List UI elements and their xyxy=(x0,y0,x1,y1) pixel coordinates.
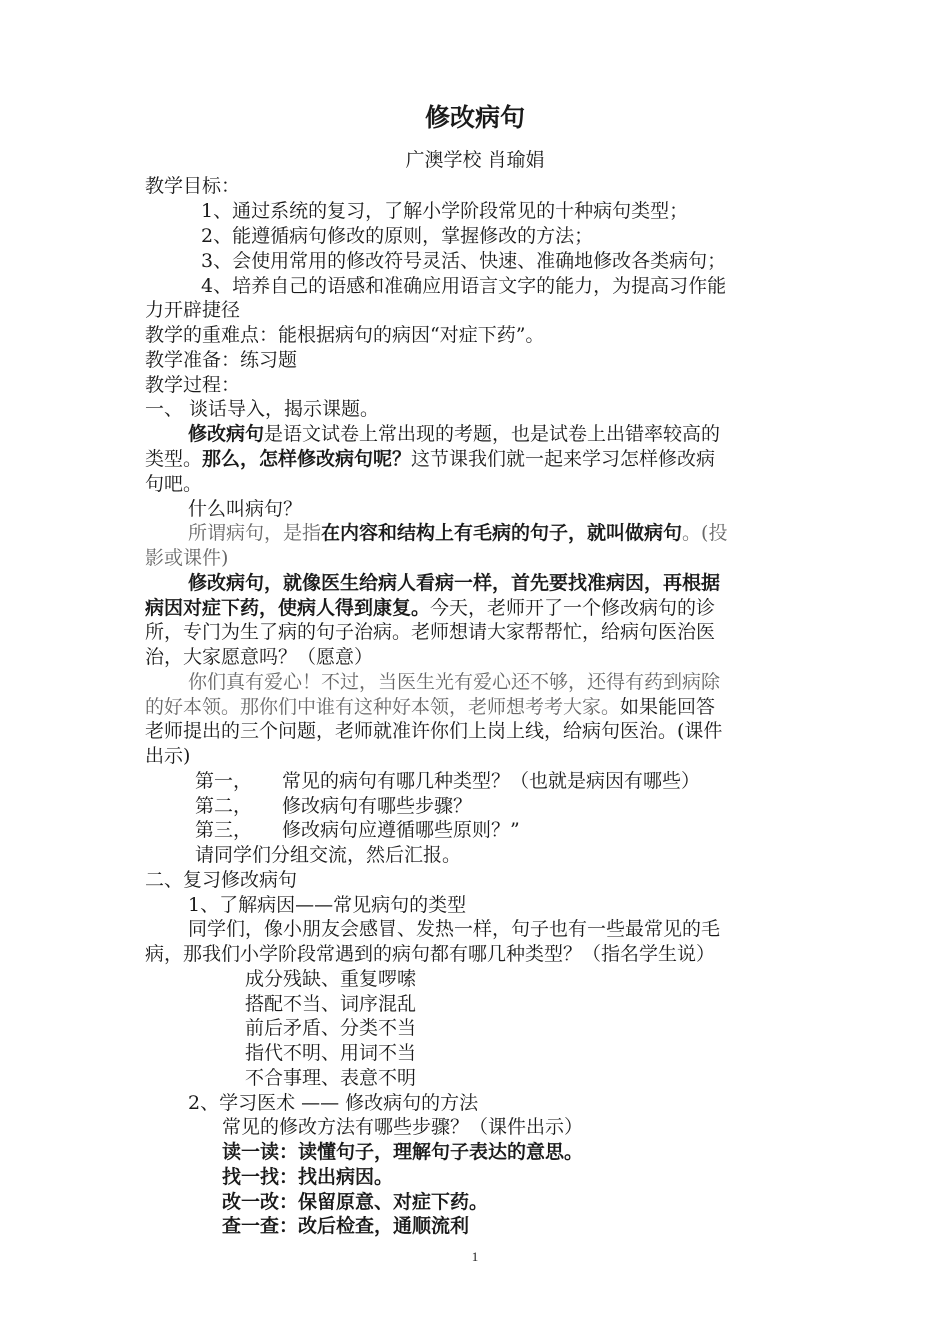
bold-text: 修改病句 xyxy=(188,423,265,445)
text: 是语文试卷上常出现的考题，也是试卷上出错率较高的 xyxy=(264,423,721,445)
type-item: 不合事理、表意不明 xyxy=(245,1067,417,1089)
process-heading: 教学过程： xyxy=(145,374,241,396)
preparation: 教学准备：练习题 xyxy=(145,349,298,371)
goal-item: 2、能遵循病句修改的原则，掌握修改的方法； xyxy=(201,225,594,247)
paragraph-line xyxy=(145,596,810,620)
bold-text: 那么，怎样修改病句呢？ xyxy=(202,448,412,470)
paragraph-line: 老师提出的三个问题，老师就准许你们上岗上线，给病句医治。(课件 xyxy=(145,720,723,742)
text: 类型。 xyxy=(145,448,203,470)
type-item: 指代不明、用词不当 xyxy=(245,1042,417,1064)
paragraph-line xyxy=(145,695,810,719)
question-number: 第三， xyxy=(195,819,253,841)
paragraph-line: 影或课件) xyxy=(145,547,229,569)
paragraph-line: 出示) xyxy=(145,745,191,767)
gray-text: 所谓病句，是指 xyxy=(188,522,322,544)
key-point: 教学的重难点：能根据病句的病因“对症下药”。 xyxy=(145,324,545,346)
goals-heading: 教学目标： xyxy=(145,175,241,197)
step-item: 查一查：改后检查，通顺流利 xyxy=(222,1215,470,1237)
goal-item: 4、培养自己的语感和准确应用语言文字的能力，为提高习作能 xyxy=(201,275,727,297)
question-item xyxy=(195,818,860,842)
question-line: 什么叫病句？ xyxy=(188,498,303,520)
question-number: 第一， xyxy=(195,770,253,792)
gray-text: 的好本领。那你们中谁有这种好本领，老师想考考大家。 xyxy=(145,696,621,718)
question-text: 常见的病句有哪几种类型？（也就是病因有哪些） xyxy=(282,770,701,792)
paragraph-line: 同学们，像小朋友会感冒、发热一样，句子也有一些最常见的毛 xyxy=(188,918,721,940)
paragraph-line: 句吧。 xyxy=(145,473,203,495)
paragraph-line xyxy=(145,447,810,471)
paragraph-line: 治，大家愿意吗？（愿意） xyxy=(145,646,374,668)
type-item: 前后矛盾、分类不当 xyxy=(245,1017,417,1039)
type-item: 成分残缺、重复啰嗦 xyxy=(245,968,417,990)
step-item: 改一改：保留原意、对症下药。 xyxy=(222,1191,489,1213)
goal-item: 1、通过系统的复习，了解小学阶段常见的十种病句类型； xyxy=(201,200,689,222)
bold-text: 病因对症下药，使病人得到康复。 xyxy=(145,597,431,619)
question-text: 修改病句应遵循哪些原则？” xyxy=(282,819,520,841)
type-item: 搭配不当、词序混乱 xyxy=(245,993,417,1015)
goal-item-continued: 力开辟捷径 xyxy=(145,299,241,321)
steps-question: 常见的修改方法有哪些步骤？（课件出示） xyxy=(222,1116,584,1138)
section-heading-2: 二、复习修改病句 xyxy=(145,869,298,891)
paragraph-line xyxy=(188,422,853,446)
gray-text: 。(投 xyxy=(682,522,728,544)
paragraph-line xyxy=(188,521,853,545)
paragraph-line: 病，那我们小学阶段常遇到的病句都有哪几种类型？（指名学生说） xyxy=(145,943,716,965)
page-number: 1 xyxy=(471,1249,479,1264)
question-item xyxy=(195,794,860,818)
paragraph-line: 你们真有爱心！不过，当医生光有爱心还不够，还得有药到病除 xyxy=(188,671,721,693)
text: 今天，老师开了一个修改病句的诊 xyxy=(430,597,716,619)
author-line: 广澳学校 肖瑜娟 xyxy=(405,149,545,171)
document-title: 修改病句 xyxy=(424,103,525,132)
bold-text: 在内容和结构上有毛病的句子，就叫做病句 xyxy=(321,522,683,544)
paragraph-line: 修改病句，就像医生给病人看病一样，首先要找准病因，再根据 xyxy=(188,572,721,594)
instruction-line: 请同学们分组交流，然后汇报。 xyxy=(195,844,462,866)
text: 如果能回答 xyxy=(620,696,716,718)
step-item: 读一读：读懂句子，理解句子表达的意思。 xyxy=(222,1141,584,1163)
goal-item: 3、会使用常用的修改符号灵活、快速、准确地修改各类病句； xyxy=(201,250,727,272)
question-text: 修改病句有哪些步骤？ xyxy=(282,795,473,817)
question-number: 第二， xyxy=(195,795,253,817)
subheading: 1、了解病因——常见病句的类型 xyxy=(188,894,467,916)
subheading: 2、学习医术 —— 修改病句的方法 xyxy=(188,1092,479,1114)
section-heading-1: 一、 谈话导入，揭示课题。 xyxy=(145,398,380,420)
paragraph-line: 所，专门为生了病的句子治病。老师想请大家帮帮忙，给病句医治医 xyxy=(145,621,716,643)
question-item xyxy=(195,769,860,793)
text: 这节课我们就一起来学习怎样修改病 xyxy=(411,448,716,470)
step-item: 找一找：找出病因。 xyxy=(222,1166,394,1188)
